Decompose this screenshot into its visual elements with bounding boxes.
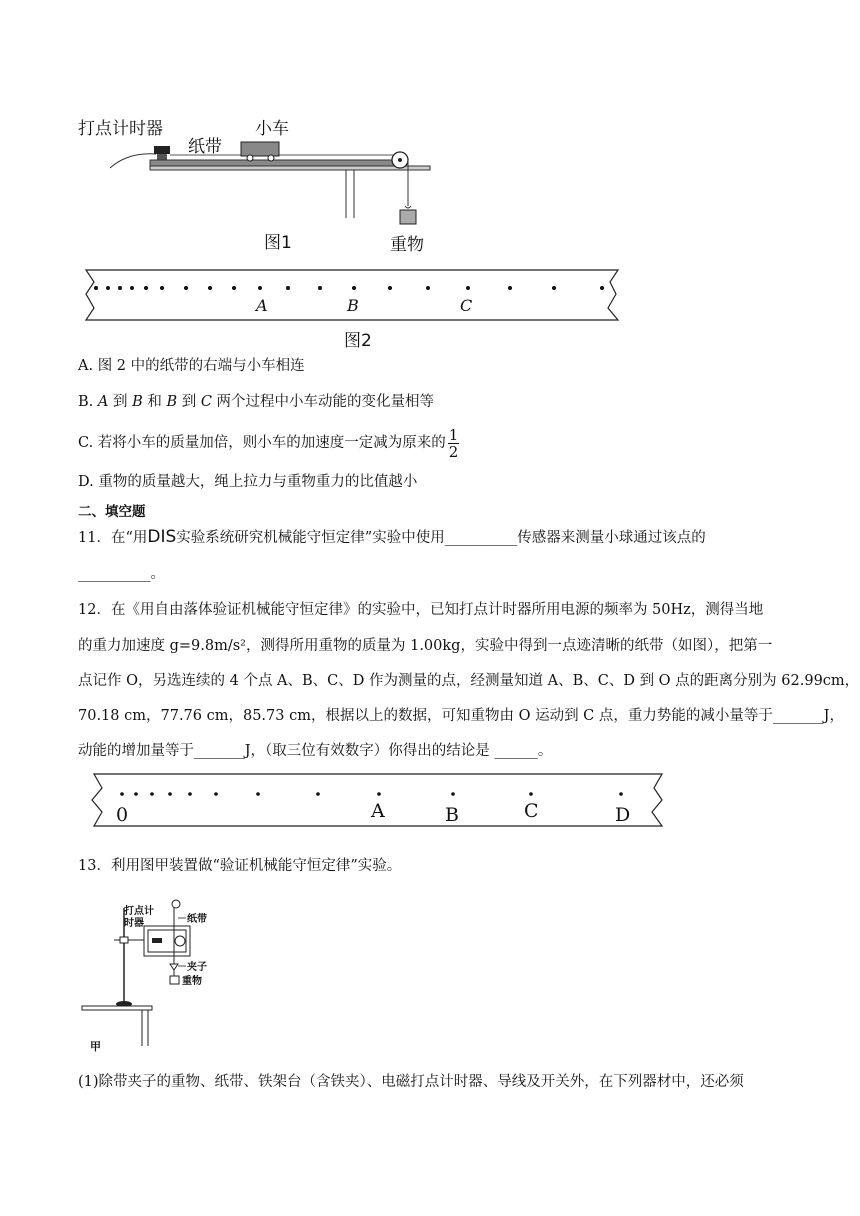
q12-tape-label-b: B [445, 804, 459, 826]
section-2-title: 二、填空题 [78, 504, 146, 520]
q13-figure-caption: 甲 [90, 1040, 101, 1053]
q13-figure-drawing [80, 896, 240, 1056]
q12-tape-label-o: 0 [116, 804, 129, 826]
q12-line4: 70.18 cm，77.76 cm，85.73 cm，根据以上的数据，可知重物由 O 运动到 C 点，重力势能的减小量等于_______J， [78, 708, 844, 724]
q11-line1: 11．在“用DIS实验系统研究机械能守恒定律”实验中使用__________传感器来测量小球通过该点的 [78, 527, 706, 547]
option-a: A. 图 2 中的纸带的右端与小车相连 [78, 358, 305, 374]
figure-2 [82, 268, 622, 358]
figure-1 [78, 110, 438, 260]
q12-line1: 12．在《用自由落体验证机械能守恒定律》的实验中，已知打点计时器所用电源的频率为 50Hz，测得当地 [78, 602, 764, 618]
q13-label-timer: 打点计 时器 [124, 906, 154, 929]
q13-label-clip: 夹子 [187, 962, 207, 973]
label-timer: 打点计时器 [78, 119, 163, 139]
tape-point-b: B [347, 296, 359, 315]
q13-label-tape: 纸带 [187, 914, 207, 925]
q13-text: 13．利用图甲装置做“验证机械能守恒定律”实验。 [78, 858, 402, 874]
figure-2-caption: 图2 [344, 331, 372, 351]
fraction-one-half: $\frac{1}{2}$ [448, 425, 459, 461]
q12-tape-label-a: A [371, 800, 385, 822]
q12-tape [88, 770, 668, 830]
option-d: D. 重物的质量越大，绳上拉力与重物重力的比值越小 [78, 474, 418, 490]
label-weight: 重物 [390, 235, 424, 255]
tape-point-c: C [460, 296, 473, 315]
q12-tape-label-c: C [524, 800, 539, 822]
q12-line2: 的重力加速度 g=9.8m/s²，测得所用重物的质量为 1.00kg，实验中得到一点迹清晰的纸带（如图），把第一 [78, 638, 773, 654]
q13-label-weight: 重物 [182, 976, 202, 987]
q13-figure [80, 896, 240, 1056]
q13-sub1: (1)除带夹子的重物、纸带、铁架台（含铁夹）、电磁打点计时器、导线及开关外，在下列器材中，还必须 [78, 1074, 744, 1090]
q11-line2: __________。 [78, 566, 165, 582]
label-tape: 纸带 [188, 137, 222, 157]
tape-point-a: A [256, 296, 268, 315]
figure-1-caption: 图1 [264, 233, 292, 253]
option-c: C. 若将小车的质量加倍，则小车的加速度一定减为原来的 $\frac{1}{2}$ [78, 425, 459, 461]
label-cart: 小车 [255, 119, 289, 139]
option-b: B. A 到 B 和 B 到 C 两个过程中小车动能的变化量相等 [78, 394, 435, 410]
q12-line3: 点记作 O，另选连续的 4 个点 A、B、C、D 作为测量的点，经测量知道 A、B、C、D 到 O 点的距离分别为 62.99cm， [78, 673, 860, 689]
q12-line5: 动能的增加量等于_______J，（取三位有效数字）你得出的结论是 ______。 [78, 743, 553, 759]
q12-tape-label-d: D [615, 804, 631, 826]
